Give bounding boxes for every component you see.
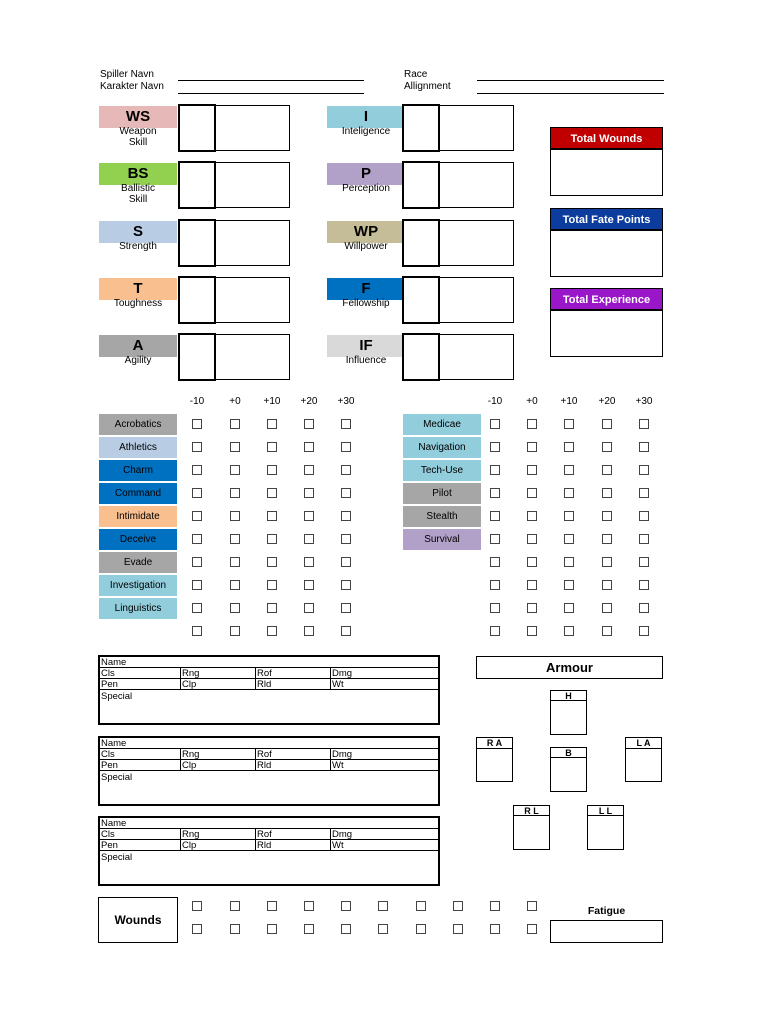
stat-s-abbr: S — [99, 221, 177, 243]
skill-checkbox[interactable] — [304, 557, 314, 567]
right-modifier-0: -10 — [487, 396, 503, 407]
skill-checkbox[interactable] — [230, 534, 240, 544]
armour-right-arm-box[interactable] — [476, 737, 513, 782]
stat-s-name: Strength — [119, 241, 157, 252]
skill-checkbox[interactable] — [490, 442, 500, 452]
stat-bs-advance-box[interactable] — [215, 162, 290, 208]
skill-checkbox[interactable] — [527, 557, 537, 567]
skill-checkbox[interactable] — [602, 557, 612, 567]
skill-checkbox[interactable] — [639, 580, 649, 590]
skill-checkbox[interactable] — [267, 488, 277, 498]
weapon-stats-row-1[interactable] — [100, 749, 438, 760]
skill-checkbox[interactable] — [341, 603, 351, 613]
weapon-special-label: Special — [101, 772, 133, 783]
weapon-clp-label: Clp — [182, 840, 197, 851]
weapon-cls-label: Cls — [101, 829, 115, 840]
weapon-stats-row-1[interactable] — [100, 668, 438, 679]
weapon-clp-label: Clp — [182, 760, 197, 771]
character-name-label: Karakter Navn — [100, 81, 164, 92]
skill-checkbox[interactable] — [230, 465, 240, 475]
wound-checkbox[interactable] — [378, 924, 388, 934]
weapon-dmg-label: Dmg — [332, 829, 353, 840]
armour-left-arm-box[interactable] — [625, 737, 662, 782]
weapon-stats-row-1[interactable] — [100, 829, 438, 840]
skill-evade: Evade — [99, 552, 177, 573]
skill-checkbox[interactable] — [267, 580, 277, 590]
skill-checkbox[interactable] — [527, 626, 537, 636]
weapon-block-2[interactable] — [98, 736, 440, 806]
skill-checkbox[interactable] — [490, 626, 500, 636]
skill-checkbox[interactable] — [564, 511, 574, 521]
skill-checkbox[interactable] — [304, 580, 314, 590]
weapon-rng-label: Rng — [182, 668, 200, 679]
stat-ws-abbr: WS — [99, 106, 177, 128]
skill-checkbox[interactable] — [602, 442, 612, 452]
skill-checkbox[interactable] — [564, 557, 574, 567]
weapon-rld-label: Rld — [257, 840, 272, 851]
skill-checkbox[interactable] — [267, 603, 277, 613]
stat-bs-name: Ballistic Skill — [121, 183, 155, 205]
weapon-wt-label: Wt — [332, 679, 344, 690]
skill-checkbox[interactable] — [304, 626, 314, 636]
stat-a-value-box[interactable] — [178, 333, 216, 381]
skill-checkbox[interactable] — [564, 465, 574, 475]
stat-if-name: Influence — [345, 355, 387, 366]
stat-wp-abbr: WP — [327, 221, 405, 243]
stat-ws-advance-box[interactable] — [215, 105, 290, 151]
skill-checkbox[interactable] — [304, 442, 314, 452]
wound-checkbox[interactable] — [341, 924, 351, 934]
skill-checkbox[interactable] — [267, 419, 277, 429]
stat-i-value-box[interactable] — [402, 104, 440, 152]
stat-ws-name: Weapon Skill — [119, 126, 157, 148]
skill-checkbox[interactable] — [341, 534, 351, 544]
stat-p-name: Perception — [342, 183, 390, 194]
armour-head-label: H — [550, 690, 587, 701]
player-name-field[interactable] — [178, 80, 364, 81]
armour-left-arm-label: L A — [626, 738, 661, 749]
skill-checkbox[interactable] — [490, 511, 500, 521]
skill-deceive: Deceive — [99, 529, 177, 550]
stat-t-advance-box[interactable] — [215, 277, 290, 323]
weapon-clp-label: Clp — [182, 679, 197, 690]
skill-checkbox[interactable] — [564, 419, 574, 429]
wound-checkbox[interactable] — [192, 901, 202, 911]
stat-ws-value-box[interactable] — [178, 104, 216, 152]
stat-p-advance-box[interactable] — [439, 162, 514, 208]
weapon-dmg-label: Dmg — [332, 749, 353, 760]
skill-checkbox[interactable] — [490, 603, 500, 613]
skill-checkbox[interactable] — [192, 419, 202, 429]
skill-checkbox[interactable] — [527, 465, 537, 475]
skill-checkbox[interactable] — [564, 580, 574, 590]
skill-checkbox[interactable] — [192, 580, 202, 590]
skill-checkbox[interactable] — [341, 626, 351, 636]
stat-t-name: Toughness — [113, 298, 163, 309]
skill-checkbox[interactable] — [341, 488, 351, 498]
weapon-rld-label: Rld — [257, 760, 272, 771]
stat-a-name: Agility — [124, 355, 152, 366]
total-experience-box[interactable] — [550, 310, 663, 357]
weapon-stats-row-2[interactable] — [100, 679, 438, 690]
weapon-rof-label: Rof — [257, 749, 272, 760]
skill-checkbox[interactable] — [602, 603, 612, 613]
skill-investigation: Investigation — [99, 575, 177, 596]
wound-checkbox[interactable] — [453, 901, 463, 911]
skill-checkbox[interactable] — [564, 534, 574, 544]
skill-checkbox[interactable] — [230, 557, 240, 567]
skill-checkbox[interactable] — [304, 511, 314, 521]
skill-checkbox[interactable] — [192, 511, 202, 521]
skill-acrobatics: Acrobatics — [99, 414, 177, 435]
weapon-name-label: Name — [101, 657, 127, 668]
stat-bs-value-box[interactable] — [178, 161, 216, 209]
armour-body-label: B — [550, 747, 587, 758]
stat-i-name: Inteligence — [341, 126, 391, 137]
skill-checkbox[interactable] — [602, 626, 612, 636]
skill-charm: Charm — [99, 460, 177, 481]
skill-checkbox[interactable] — [267, 511, 277, 521]
alignment-label: Allignment — [404, 81, 451, 92]
armour-right-arm-label: R A — [477, 738, 512, 749]
stat-f-abbr: F — [327, 278, 405, 300]
weapon-name-row[interactable] — [100, 657, 438, 668]
right-modifier-2: +10 — [560, 396, 578, 407]
wounds-label-box: Wounds — [98, 897, 178, 943]
skill-checkbox[interactable] — [527, 511, 537, 521]
stat-if-advance-box[interactable] — [439, 334, 514, 380]
weapon-special-label: Special — [101, 852, 133, 863]
stat-i-advance-box[interactable] — [439, 105, 514, 151]
fatigue-label: Fatigue — [587, 905, 626, 917]
skill-checkbox[interactable] — [230, 580, 240, 590]
skill-checkbox[interactable] — [602, 580, 612, 590]
stat-s-advance-box[interactable] — [215, 220, 290, 266]
weapon-name-label: Name — [101, 738, 127, 749]
skill-checkbox[interactable] — [267, 442, 277, 452]
skill-checkbox[interactable] — [639, 557, 649, 567]
wound-checkbox[interactable] — [304, 924, 314, 934]
skill-checkbox[interactable] — [267, 534, 277, 544]
total-fate-points-label: Total Fate Points — [550, 208, 663, 230]
skill-checkbox[interactable] — [192, 465, 202, 475]
skill-checkbox[interactable] — [490, 465, 500, 475]
skill-checkbox[interactable] — [341, 557, 351, 567]
alignment-field[interactable] — [477, 93, 664, 94]
wound-checkbox[interactable] — [490, 901, 500, 911]
wound-checkbox[interactable] — [267, 924, 277, 934]
stat-if-value-box[interactable] — [402, 333, 440, 381]
stat-t-value-box[interactable] — [178, 276, 216, 324]
skill-checkbox[interactable] — [527, 442, 537, 452]
wound-checkbox[interactable] — [527, 924, 537, 934]
weapon-cls-label: Cls — [101, 749, 115, 760]
skill-checkbox[interactable] — [230, 442, 240, 452]
skill-checkbox[interactable] — [230, 511, 240, 521]
wound-checkbox[interactable] — [304, 901, 314, 911]
weapon-name-row[interactable] — [100, 738, 438, 749]
skill-checkbox[interactable] — [490, 419, 500, 429]
skill-stealth: Stealth — [403, 506, 481, 527]
right-modifier-4: +30 — [635, 396, 653, 407]
player-name-label: Spiller Navn — [100, 69, 154, 80]
skill-checkbox[interactable] — [639, 488, 649, 498]
left-modifier-0: -10 — [189, 396, 205, 407]
stat-f-value-box[interactable] — [402, 276, 440, 324]
right-modifier-3: +20 — [598, 396, 616, 407]
stat-t-abbr: T — [99, 278, 177, 300]
skill-checkbox[interactable] — [341, 465, 351, 475]
skill-checkbox[interactable] — [230, 603, 240, 613]
skill-navigation: Navigation — [403, 437, 481, 458]
weapon-pen-label: Pen — [101, 679, 118, 690]
skill-intimidate: Intimidate — [99, 506, 177, 527]
skill-checkbox[interactable] — [490, 580, 500, 590]
skill-checkbox[interactable] — [527, 534, 537, 544]
weapon-rng-label: Rng — [182, 749, 200, 760]
skill-tech-use: Tech-Use — [403, 460, 481, 481]
skill-checkbox[interactable] — [564, 603, 574, 613]
skill-checkbox[interactable] — [527, 419, 537, 429]
skill-checkbox[interactable] — [602, 488, 612, 498]
armour-head-box[interactable] — [550, 690, 587, 735]
stat-a-advance-box[interactable] — [215, 334, 290, 380]
wound-checkbox[interactable] — [192, 924, 202, 934]
skill-checkbox[interactable] — [602, 465, 612, 475]
skill-checkbox[interactable] — [490, 534, 500, 544]
skill-checkbox[interactable] — [192, 442, 202, 452]
right-modifier-1: +0 — [526, 396, 538, 407]
wound-checkbox[interactable] — [416, 924, 426, 934]
total-fate-points-box[interactable] — [550, 230, 663, 277]
weapon-rng-label: Rng — [182, 829, 200, 840]
weapon-rld-label: Rld — [257, 679, 272, 690]
stat-bs-abbr: BS — [99, 163, 177, 185]
skill-checkbox[interactable] — [230, 626, 240, 636]
skill-checkbox[interactable] — [639, 626, 649, 636]
stat-s-value-box[interactable] — [178, 219, 216, 267]
total-experience-label: Total Experience — [550, 288, 663, 310]
skill-linguistics: Linguistics — [99, 598, 177, 619]
stat-i-abbr: I — [327, 106, 405, 128]
skill-survival: Survival — [403, 529, 481, 550]
stat-f-advance-box[interactable] — [439, 277, 514, 323]
skill-checkbox[interactable] — [192, 626, 202, 636]
armour-left-leg-label: L L — [587, 805, 624, 816]
skill-checkbox[interactable] — [527, 488, 537, 498]
skill-pilot: Pilot — [403, 483, 481, 504]
left-modifier-4: +30 — [337, 396, 355, 407]
skill-checkbox[interactable] — [564, 626, 574, 636]
wound-checkbox[interactable] — [378, 901, 388, 911]
skill-checkbox[interactable] — [230, 488, 240, 498]
wound-checkbox[interactable] — [416, 901, 426, 911]
skill-checkbox[interactable] — [304, 465, 314, 475]
left-modifier-2: +10 — [263, 396, 281, 407]
weapon-dmg-label: Dmg — [332, 668, 353, 679]
total-wounds-label: Total Wounds — [550, 127, 663, 149]
total-wounds-box[interactable] — [550, 149, 663, 196]
wound-checkbox[interactable] — [267, 901, 277, 911]
stat-wp-value-box[interactable] — [402, 219, 440, 267]
race-field[interactable] — [477, 80, 664, 81]
skill-checkbox[interactable] — [341, 511, 351, 521]
wound-checkbox[interactable] — [453, 924, 463, 934]
weapon-stats-row-2[interactable] — [100, 840, 438, 851]
skill-checkbox[interactable] — [602, 534, 612, 544]
weapon-wt-label: Wt — [332, 840, 344, 851]
skill-checkbox[interactable] — [304, 603, 314, 613]
fatigue-box[interactable] — [550, 920, 663, 943]
wound-checkbox[interactable] — [230, 924, 240, 934]
wound-checkbox[interactable] — [527, 901, 537, 911]
skill-checkbox[interactable] — [527, 603, 537, 613]
stat-p-abbr: P — [327, 163, 405, 185]
skill-command: Command — [99, 483, 177, 504]
skill-checkbox[interactable] — [639, 419, 649, 429]
skill-checkbox[interactable] — [490, 557, 500, 567]
left-modifier-1: +0 — [229, 396, 241, 407]
armour-body-box[interactable] — [550, 747, 587, 792]
skill-checkbox[interactable] — [490, 488, 500, 498]
stat-p-value-box[interactable] — [402, 161, 440, 209]
skill-checkbox[interactable] — [639, 603, 649, 613]
stat-f-name: Fellowship — [342, 298, 390, 309]
skill-checkbox[interactable] — [341, 419, 351, 429]
skill-checkbox[interactable] — [639, 534, 649, 544]
character-name-field[interactable] — [178, 93, 364, 94]
armour-left-leg-box[interactable] — [587, 805, 624, 850]
skill-checkbox[interactable] — [267, 465, 277, 475]
skill-checkbox[interactable] — [192, 603, 202, 613]
skill-checkbox[interactable] — [639, 465, 649, 475]
weapon-special-label: Special — [101, 691, 133, 702]
weapon-wt-label: Wt — [332, 760, 344, 771]
weapon-rof-label: Rof — [257, 668, 272, 679]
skill-checkbox[interactable] — [304, 419, 314, 429]
weapon-pen-label: Pen — [101, 760, 118, 771]
skill-checkbox[interactable] — [304, 488, 314, 498]
armour-right-leg-box[interactable] — [513, 805, 550, 850]
skill-checkbox[interactable] — [230, 419, 240, 429]
skill-checkbox[interactable] — [192, 557, 202, 567]
skill-checkbox[interactable] — [639, 511, 649, 521]
skill-checkbox[interactable] — [192, 534, 202, 544]
weapon-name-label: Name — [101, 818, 127, 829]
armour-right-leg-label: R L — [513, 805, 550, 816]
stat-if-abbr: IF — [327, 335, 405, 357]
skill-checkbox[interactable] — [527, 580, 537, 590]
stat-a-abbr: A — [99, 335, 177, 357]
armour-title: Armour — [476, 656, 663, 679]
skill-checkbox[interactable] — [304, 534, 314, 544]
weapon-pen-label: Pen — [101, 840, 118, 851]
skill-checkbox[interactable] — [564, 442, 574, 452]
weapon-stats-row-2[interactable] — [100, 760, 438, 771]
skill-checkbox[interactable] — [267, 557, 277, 567]
weapon-name-row[interactable] — [100, 818, 438, 829]
race-label: Race — [404, 69, 428, 80]
skill-checkbox[interactable] — [341, 580, 351, 590]
skill-checkbox[interactable] — [602, 511, 612, 521]
skill-medicae: Medicae — [403, 414, 481, 435]
skill-checkbox[interactable] — [341, 442, 351, 452]
left-modifier-3: +20 — [300, 396, 318, 407]
skill-checkbox[interactable] — [564, 488, 574, 498]
weapon-cls-label: Cls — [101, 668, 115, 679]
skill-checkbox[interactable] — [267, 626, 277, 636]
skill-checkbox[interactable] — [192, 488, 202, 498]
wound-checkbox[interactable] — [341, 901, 351, 911]
skill-checkbox[interactable] — [602, 419, 612, 429]
stat-wp-advance-box[interactable] — [439, 220, 514, 266]
weapon-block-1[interactable] — [98, 655, 440, 725]
skill-checkbox[interactable] — [639, 442, 649, 452]
wound-checkbox[interactable] — [490, 924, 500, 934]
skill-athletics: Athletics — [99, 437, 177, 458]
weapon-rof-label: Rof — [257, 829, 272, 840]
weapon-block-3[interactable] — [98, 816, 440, 886]
stat-wp-name: Willpower — [344, 241, 388, 252]
wound-checkbox[interactable] — [230, 901, 240, 911]
